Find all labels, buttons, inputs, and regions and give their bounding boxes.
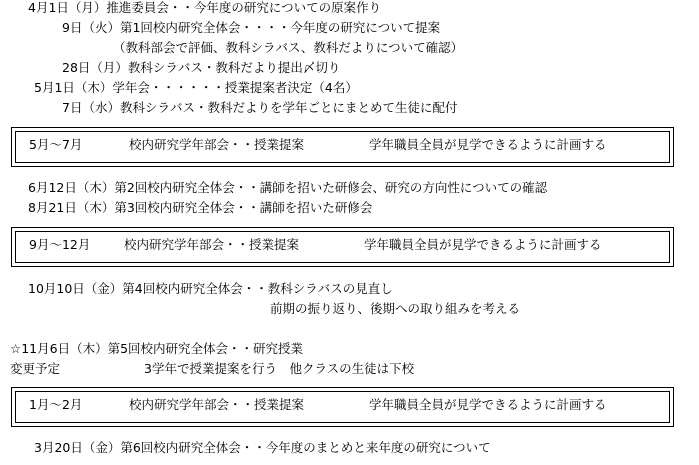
period-box-jan-feb — [11, 387, 674, 427]
entry-oct-10-detail: 前期の振り返り、後期への取り組みを考える — [270, 301, 521, 316]
period-activity: 校内研究学年部会・・授業提案 — [129, 137, 305, 152]
period-activity: 校内研究学年部会・・授業提案 — [124, 237, 300, 252]
entry-mar-20: 3月20日（金）第6回校内研究全体会・・今年度のまとめと来年度の研究について — [34, 440, 491, 455]
period-box-sep-dec — [11, 227, 674, 267]
entry-jun-12: 6月12日（木）第2回校内研究全体会・・講師を招いた研修会、研究の方向性についての確認 — [28, 180, 548, 195]
period-activity: 校内研究学年部会・・授業提案 — [129, 397, 305, 412]
period-label: 5月～7月 — [29, 137, 83, 152]
change-planned-detail: 3学年で授業提案を行う 他クラスの生徒は下校 — [144, 361, 415, 376]
period-note: 学年職員全員が見学できるように計画する — [364, 237, 602, 252]
entry-apr-1: 4月1日（月）推進委員会・・今年度の研究についての原案作り — [28, 0, 382, 15]
change-planned-label: 変更予定 — [10, 361, 61, 376]
entry-apr-9-detail: （教科部会で評価、教科シラバス、教科だよりについて確認） — [113, 40, 464, 55]
period-label: 1月～2月 — [29, 397, 83, 412]
entry-may-7: 7日（水）教科シラバス・教科だよりを学年ごとにまとめて生徒に配付 — [62, 100, 458, 115]
entry-apr-28: 28日（月）教科シラバス・教科だより提出〆切り — [62, 60, 341, 75]
entry-aug-21: 8月21日（木）第3回校内研究全体会・・講師を招いた研修会 — [28, 200, 373, 215]
period-label: 9月～12月 — [29, 237, 91, 252]
period-note: 学年職員全員が見学できるように計画する — [369, 397, 607, 412]
period-box-may-jul — [11, 127, 674, 167]
entry-nov-6: ☆11月6日（木）第5回校内研究全体会・・研究授業 — [10, 341, 304, 356]
entry-oct-10: 10月10日（金）第4回校内研究全体会・・教科シラバスの見直し — [28, 281, 393, 296]
period-note: 学年職員全員が見学できるように計画する — [369, 137, 607, 152]
entry-may-1: 5月1日（木）学年会・・・・・・授業提案者決定（4名） — [34, 80, 358, 95]
entry-apr-9: 9日（火）第1回校内研究全体会・・・・今年度の研究について提案 — [62, 20, 441, 35]
